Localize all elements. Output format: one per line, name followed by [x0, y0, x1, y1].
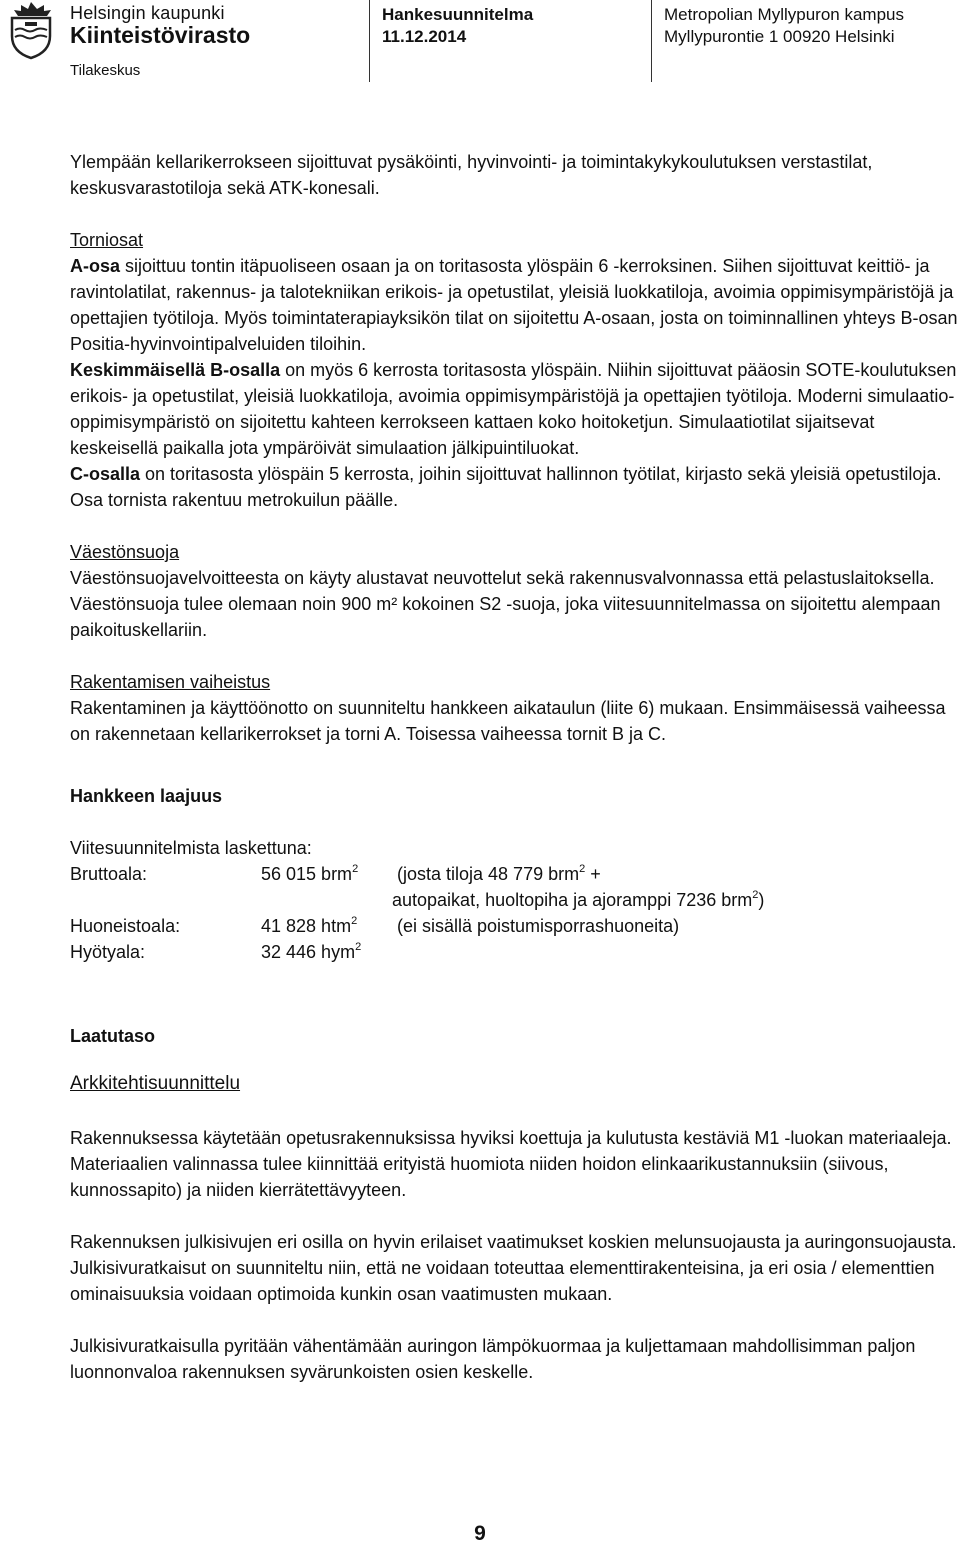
room-area-note: (ei sisällä poistumisporrashuoneita)	[397, 916, 680, 936]
room-area-label: Huoneistoala:	[70, 916, 181, 936]
scope-intro: Viitesuunnitelmista laskettuna:	[70, 838, 312, 858]
page-number: 9	[474, 1522, 486, 1545]
architecture-paragraph-2: Rakennuksen julkisivujen eri osilla on hyvin erilaiset vaatimukset koskien melunsuojausta ja auringonsuojausta. Julkisivuratkaisut on suunniteltu niin, että ne voidaan toteuttaa elementtirakenteisina, ja eri osia / elementtien ominaisuuksia voidaan optimoida kunkin osan vaatimusten mukaan.	[70, 1232, 957, 1304]
document-body	[70, 149, 960, 1385]
gross-area-label: Bruttoala:	[70, 864, 148, 884]
site-address: Myllypurontie 1 00920 Helsinki	[664, 27, 895, 46]
phasing-heading: Rakentamisen vaiheistus	[70, 672, 271, 692]
gross-area-note2: autopaikat, huoltopiha ja ajoramppi 7236 brm$^2$)	[392, 889, 765, 910]
usable-area-row	[70, 939, 960, 965]
tower-a-text: sijoittuu tontin itäpuoliseen osaan ja on toritasosta ylöspäin 6 -kerroksinen. Siihen sijoittuvat keittiö- ja ravintolatilat, rakennus- ja talotekniikan erikois- ja opetustilat, yleisiä luokkatiloja, avoimia oppimisympäristöjä ja opettajien työtiloja. Myös toimintaterapiayksikön tilat on sijoitettu A-osaan, josta on toiminnallinen yhteys B-osan Positia-hyvinvointipalveluiden tiloihin.	[70, 256, 958, 354]
phasing-paragraph: Rakentaminen ja käyttöönotto on suunniteltu hankkeen aikataulun (liite 6) mukaan. Ensimmäisessä vaiheessa on rakennetaan kellarikerrokset ja torni A. Toisessa vaiheessa tornit B ja C.	[70, 698, 946, 744]
intro-paragraph: Ylempään kellarikerrokseen sijoittuvat pysäköinti, hyvinvointi- ja toimintakykykoulutuksen verstastilat, keskusvarastotiloja sekä ATK-konesali.	[70, 152, 873, 198]
tower-b-text: on myös 6 kerrosta toritasosta ylöspäin. Niihin sijoittuvat pääosin SOTE-koulutuksen erikois- ja opetustilat, yleisiä luokkatiloja, avoimia oppimisympäristöjä ja opettajien työtiloja. Moderni simulaatio-oppimisympäristö on sijoitettu kahteen kerrokseen kattaen koko hoitoketjun. Simulaatiotilat sijaitsevat keskeisellä paikalla jota ympäröivät simulaation jälkipuintiluokat.	[70, 360, 957, 458]
shelter-heading: Väestönsuoja	[70, 542, 180, 562]
shelter-paragraph: Väestönsuojavelvoitteesta on käyty alustavat neuvottelut sekä rakennusvalvonnassa että pelastuslaitoksella. Väestönsuoja tulee olemaan noin 900 m² kokoinen S2 -suoja, joka viitesuunnitelmassa on sijoitettu alempaan paikoituskellariin.	[70, 568, 941, 640]
tower-b-label: Keskimmäisellä B-osalla	[70, 360, 281, 380]
tower-c-text: on toritasosta ylöspäin 5 kerrosta, joihin sijoittuvat hallinnon työtilat, kirjasto sekä yleisiä opetustiloja. Osa tornista rakentuu metrokuilun päälle.	[70, 464, 942, 510]
gross-area-row	[70, 861, 960, 887]
architecture-paragraph-1: Rakennuksessa käytetään opetusrakennuksissa hyviksi koettuja ja kulutusta kestäviä M1 -luokan materiaaleja. Materiaalien valinnassa tulee kiinnittää erityistä huomiota niiden hoidon elinkaarikustannuksiin (siivous, kunnossapito) ja niiden kierrätettävyyteen.	[70, 1128, 952, 1200]
gross-area-row-cont	[70, 887, 960, 913]
document-date: 11.12.2014	[382, 27, 467, 46]
tower-c-label: C-osalla	[70, 464, 141, 484]
architecture-heading: Arkkitehtisuunnittelu	[70, 1073, 241, 1094]
org-city-name: Helsingin kaupunki	[70, 3, 225, 23]
gross-area-note: (josta tiloja 48 779 brm$^2$ +	[397, 863, 601, 884]
quality-heading: Laatutaso	[70, 1026, 156, 1046]
org-unit-name: Tilakeskus	[70, 62, 141, 79]
usable-area-label: Hyötyala:	[70, 942, 146, 962]
header-divider	[651, 0, 652, 82]
tower-a-label: A-osa	[70, 256, 121, 276]
document-title: Hankesuunnitelma	[382, 5, 534, 24]
site-name: Metropolian Myllypuron kampus	[664, 5, 904, 24]
room-area-row	[70, 913, 960, 939]
header-divider	[369, 0, 370, 82]
usable-area-value: 32 446 hym$^2$	[261, 941, 362, 962]
helsinki-crest-logo	[0, 0, 62, 60]
org-office-name: Kiinteistövirasto	[70, 22, 251, 48]
architecture-paragraph-3: Julkisivuratkaisulla pyritään vähentämään auringon lämpökuormaa ja kuljettamaan mahdollisimman paljon luonnonvaloa rakennuksen syvärunkoisten osien keskelle.	[70, 1336, 916, 1382]
room-area-value: 41 828 htm$^2$	[261, 915, 358, 936]
scope-heading: Hankkeen laajuus	[70, 786, 223, 806]
tower-a-paragraph	[70, 253, 960, 357]
gross-area-value: 56 015 brm$^2$	[261, 863, 359, 884]
towers-heading: Torniosat	[70, 230, 144, 250]
tower-b-paragraph	[70, 357, 960, 461]
tower-c-paragraph	[70, 461, 960, 513]
